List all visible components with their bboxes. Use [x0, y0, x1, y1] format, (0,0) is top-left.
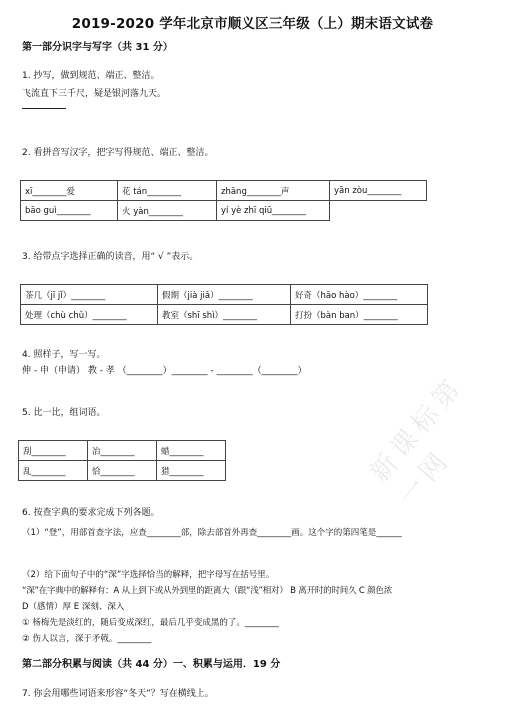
q6-item-1: ① 杨梅先是淡红的，随后变成深红，最后几乎变成黑的了。________ [22, 618, 279, 628]
q4-prompt: 4. 照样子，写一写。 [22, 350, 106, 360]
q2-cell: 火 yàn________ [118, 201, 217, 221]
q3-cell: 假期（jià jiǎ）________ [158, 285, 291, 305]
q2-empty-cell [330, 201, 427, 221]
q1-text: 飞流直下三千尺，疑是银河落九天。 [22, 89, 167, 99]
page-title: 2019-2020 学年北京市顺义区三年级（上）期末语文试卷 [71, 16, 434, 32]
q3-table [20, 284, 428, 325]
table-row [19, 461, 226, 481]
q1-prompt: 1. 抄写，做到规范、端正、整洁。 [22, 71, 160, 81]
section-1-heading: 第一部分识字与写字（共 31 分） [22, 42, 173, 53]
q2-cell: yí yè zhī qiū________ [217, 201, 330, 221]
q6-item-2: ② 伤人以言，深于矛戟。________ [22, 634, 152, 644]
watermark-text: 新课标第一网 [364, 370, 470, 512]
q5-cell: 刮________ [19, 441, 88, 461]
q5-cell: 猎________ [157, 461, 226, 481]
table-row [21, 285, 428, 305]
q5-cell: 恰________ [88, 461, 157, 481]
section-2-heading: 第二部分积累与阅读（共 44 分）一、积累与运用．19 分 [22, 659, 281, 670]
q2-cell: 花 tán________ [118, 181, 217, 201]
table-row [21, 181, 427, 201]
q2-table [20, 180, 427, 221]
q5-cell: 蜡________ [157, 441, 226, 461]
q2-cell: bāo guì________ [21, 201, 118, 221]
q2-cell: yān zòu________ [330, 181, 427, 201]
q6-sub2: （2）给下面句子中的“深”字选择恰当的解释，把字母写在括号里。 [22, 570, 275, 580]
q5-cell: 乱________ [19, 461, 88, 481]
table-row [19, 441, 226, 461]
q3-cell: 茶几（jī jǐ）________ [21, 285, 158, 305]
q1-answer-line [22, 108, 66, 109]
q3-cell: 处理（chù chǔ）________ [21, 305, 158, 325]
q6-sub1: （1）“登”，用部首查字法，应查________部，除去部首外再查________画。这个字的第四笔是______ [22, 528, 402, 538]
q4-example: 伸 - 申（申请） 教 - 孝 （________）________ - ________（________） [22, 366, 307, 376]
q2-cell: xī________爱 [21, 181, 118, 201]
q2-cell: zhāng________声 [217, 181, 330, 201]
q3-cell: 打扮（bàn ban）________ [291, 305, 428, 325]
q5-table [18, 440, 226, 481]
q3-prompt: 3. 给带点字选择正确的读音，用“ √ ”表示。 [22, 252, 199, 262]
q3-cell: 教室（shī shì）________ [158, 305, 291, 325]
table-row [21, 305, 428, 325]
q3-cell: 好奇（hāo hào）________ [291, 285, 428, 305]
q6-prompt: 6. 按查字典的要求完成下列各题。 [22, 508, 160, 518]
q5-prompt: 5. 比一比，组词语。 [22, 408, 106, 418]
q2-prompt: 2. 看拼音写汉字，把字写得规范、端正、整洁。 [22, 148, 214, 158]
q6-definitions: “深”在字典中的解释有：A 从上到下或从外到里的距离大（跟“浅”相对） B 离开时的时间久 C 颜色浓 [22, 586, 393, 596]
q6-definitions-cont: D（感情）厚 E 深刻、深入 [22, 602, 125, 612]
q7-prompt: 7. 你会用哪些词语来形容“冬天”？写在横线上。 [22, 689, 214, 699]
table-row [21, 201, 427, 221]
q5-cell: 冶________ [88, 441, 157, 461]
